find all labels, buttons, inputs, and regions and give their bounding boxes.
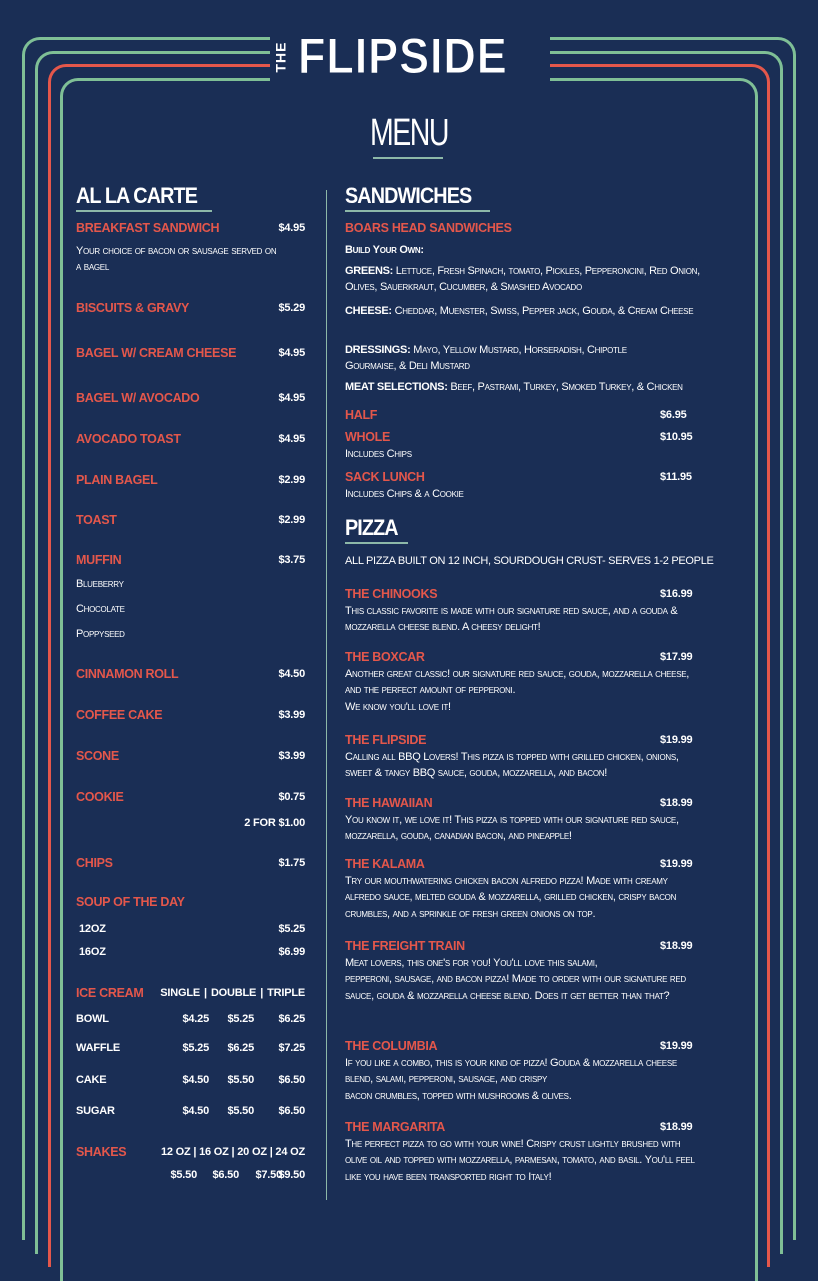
pizza-name: THE FLIPSIDE bbox=[345, 733, 427, 747]
shakes-name: SHAKES bbox=[76, 1145, 127, 1159]
ice-cream-price: $5.25 bbox=[182, 1042, 209, 1054]
soup-price: $6.99 bbox=[278, 946, 305, 958]
sandwich-option bbox=[345, 304, 693, 318]
option-values-cont: Gourmaise, & Deli Mustard bbox=[345, 360, 470, 372]
ice-cream-column: TRIPLE bbox=[267, 987, 305, 999]
menu-item-name: COFFEE CAKE bbox=[76, 708, 163, 722]
pizza-name: THE HAWAIIAN bbox=[345, 796, 433, 810]
pizza-price: $18.99 bbox=[660, 940, 693, 952]
column-divider bbox=[326, 190, 327, 1200]
sandwich-size-note: Includes Chips & a Cookie bbox=[345, 488, 464, 500]
menu-item-name: BAGEL W/ CREAM CHEESE bbox=[76, 346, 237, 360]
menu-item-name: CINNAMON ROLL bbox=[76, 667, 179, 681]
option-values: Mayo, Yellow Mustard, Horseradish, Chipotle bbox=[413, 344, 627, 356]
option-label: MEAT SELECTIONS: bbox=[345, 381, 448, 393]
pizza-name: THE BOXCAR bbox=[345, 650, 425, 664]
pizza-price: $19.99 bbox=[660, 1040, 693, 1052]
shake-price: $5.50 bbox=[170, 1169, 197, 1181]
soup-size: 12OZ bbox=[79, 923, 106, 935]
pizza-description: Try our mouthwatering chicken bacon alfredo pizza! Made with creamy bbox=[345, 875, 668, 887]
ice-cream-price: $4.25 bbox=[182, 1013, 209, 1025]
menu-item-name: BISCUITS & GRAVY bbox=[76, 301, 190, 315]
logo-the: THE bbox=[272, 41, 289, 73]
menu-item-name: CHIPS bbox=[76, 856, 113, 870]
ala-carte-underline bbox=[76, 210, 212, 212]
option-label: CHEESE: bbox=[345, 305, 392, 317]
ice-cream-price: $6.25 bbox=[278, 1013, 305, 1025]
pizza-intro: ALL PIZZA BUILT ON 12 INCH, SOURDOUGH CRUST- SERVES 1-2 PEOPLE bbox=[345, 555, 714, 567]
sandwich-size-name: SACK LUNCH bbox=[345, 470, 425, 484]
menu-item-name: BAGEL W/ AVOCADO bbox=[76, 391, 200, 405]
sandwich-option bbox=[345, 343, 627, 357]
sandwich-size-name: HALF bbox=[345, 408, 378, 422]
ice-cream-price: $4.50 bbox=[182, 1105, 209, 1117]
ice-cream-column: | bbox=[204, 987, 207, 999]
soup-price: $5.25 bbox=[278, 923, 305, 935]
ice-cream-price: $6.25 bbox=[227, 1042, 254, 1054]
pizza-name: THE COLUMBIA bbox=[345, 1039, 438, 1053]
pizza-description: Meat lovers, this one's for you! You'll love this salami, bbox=[345, 957, 598, 969]
pizza-name: THE FREIGHT TRAIN bbox=[345, 939, 465, 953]
ice-cream-column: | bbox=[260, 987, 264, 999]
menu-item-note: Your choice of bacon or sausage served on bbox=[76, 245, 277, 257]
menu-item-price: $0.75 bbox=[278, 791, 305, 803]
menu-item-note: Chocolate bbox=[76, 603, 125, 615]
logo-flipside: FLIPSIDE bbox=[298, 28, 508, 84]
sandwich-size-price: $11.95 bbox=[660, 471, 692, 483]
menu-item-price: $2.99 bbox=[278, 514, 305, 526]
ice-cream-price: $7.25 bbox=[278, 1042, 305, 1054]
pizza-description: sauce, gouda & mozzarella cheese blend. Does it get better than that? bbox=[345, 989, 670, 1002]
pizza-description: We know you'll love it! bbox=[345, 700, 451, 713]
soup-size: 16OZ bbox=[79, 946, 106, 958]
pizza-description: If you like a combo, this is your kind of pizza! Gouda & mozzarella cheese bbox=[345, 1057, 677, 1069]
menu-item-name: COOKIE bbox=[76, 790, 124, 804]
menu-item-name: TOAST bbox=[76, 513, 117, 527]
menu-item-price: $3.75 bbox=[278, 554, 305, 566]
pizza-price: $18.99 bbox=[660, 797, 693, 809]
ice-cream-row-name: WAFFLE bbox=[76, 1042, 121, 1054]
pizza-underline bbox=[345, 542, 408, 544]
pizza-description: Another great classic! our signature red sauce, gouda, mozzarella cheese, bbox=[345, 668, 690, 680]
menu-item-note: Poppyseed bbox=[76, 628, 125, 640]
sandwich-size-price: $6.95 bbox=[660, 409, 687, 421]
option-label: DRESSINGS: bbox=[345, 344, 411, 356]
option-label: GREENS: bbox=[345, 265, 394, 277]
ice-cream-column: SINGLE bbox=[160, 987, 201, 999]
ice-cream-row-name: CAKE bbox=[76, 1074, 107, 1086]
option-values: Cheddar, Muenster, Swiss, Pepper jack, Gouda, & Cream Cheese bbox=[394, 305, 694, 317]
menu-title: MENU bbox=[370, 112, 448, 154]
pizza-description: This classic favorite is made with our signature red sauce, and a gouda & bbox=[345, 605, 678, 617]
menu-item-price: $4.95 bbox=[278, 347, 305, 359]
pizza-description: alfredo sauce, melted gouda & mozzarella, grilled chicken, crispy bacon bbox=[345, 891, 677, 904]
pizza-name: THE MARGARITA bbox=[345, 1120, 446, 1134]
ice-cream-price: $5.25 bbox=[227, 1013, 254, 1025]
pizza-description: blend, salami, pepperoni, sausage, and crispy bbox=[345, 1073, 548, 1086]
shake-price: $6.50 bbox=[212, 1169, 239, 1181]
pizza-description: Calling all BBQ Lovers! This pizza is topped with grilled chicken, onions, bbox=[345, 751, 679, 763]
option-values: Beef, Pastrami, Turkey, Smoked Turkey, & Chicken bbox=[450, 381, 683, 393]
pizza-description: like you have been transported right to Italy! bbox=[345, 1170, 552, 1183]
sandwich-option bbox=[345, 264, 700, 278]
ice-cream-price: $6.50 bbox=[278, 1105, 305, 1117]
ice-cream-price: $5.50 bbox=[227, 1074, 254, 1086]
menu-item-note: a bagel bbox=[76, 261, 109, 273]
pizza-price: $17.99 bbox=[660, 651, 693, 663]
menu-item-name: PLAIN BAGEL bbox=[76, 473, 158, 487]
menu-item-name: SCONE bbox=[76, 749, 119, 763]
menu-item-note: Blueberry bbox=[76, 578, 124, 590]
shake-price: $9.50 bbox=[278, 1169, 305, 1181]
menu-item-price: $4.95 bbox=[278, 222, 305, 234]
menu-item-price: $3.99 bbox=[278, 750, 305, 762]
menu-item-price: $1.75 bbox=[278, 857, 305, 869]
menu-title-underline bbox=[373, 157, 443, 159]
ice-cream-price: $6.50 bbox=[278, 1074, 305, 1086]
ice-cream-name: ICE CREAM bbox=[76, 986, 144, 1000]
pizza-description: sweet & tangy BBQ sauce, gouda, mozzarella, and bacon! bbox=[345, 767, 608, 780]
shake-price: $7.50 bbox=[255, 1169, 282, 1181]
pizza-description: pepperoni, sausage, and bacon pizza! Made to order with our signature red bbox=[345, 973, 686, 986]
menu-item-price: $5.29 bbox=[278, 302, 305, 314]
menu-item-price: $3.99 bbox=[278, 709, 305, 721]
sandwich-size-price: $10.95 bbox=[660, 431, 693, 443]
ice-cream-price: $4.50 bbox=[182, 1074, 209, 1086]
ice-cream-price: $5.50 bbox=[227, 1105, 254, 1117]
sandwiches-underline bbox=[345, 210, 490, 212]
menu-item-price: $2.99 bbox=[278, 474, 305, 486]
pizza-description: olive oil and topped with mozzarella, parmesan, tomato, and basil. You'll feel bbox=[345, 1154, 695, 1167]
sandwich-size-note: Includes Chips bbox=[345, 448, 412, 460]
ice-cream-row-name: BOWL bbox=[76, 1013, 109, 1025]
ice-cream-columns bbox=[156, 986, 305, 1000]
pizza-price: $16.99 bbox=[660, 588, 693, 600]
ala-carte-heading: AL LA CARTE bbox=[76, 183, 198, 208]
sandwich-size-name: WHOLE bbox=[345, 430, 391, 444]
pizza-description: The perfect pizza to go with your wine! Crispy crust lightly brushed with bbox=[345, 1138, 681, 1150]
ice-cream-column: DOUBLE bbox=[210, 987, 257, 999]
menu-item-name: AVOCADO TOAST bbox=[76, 432, 181, 446]
pizza-name: THE KALAMA bbox=[345, 857, 425, 871]
pizza-heading: PIZZA bbox=[345, 515, 398, 540]
cookie-deal: 2 FOR $1.00 bbox=[244, 817, 305, 829]
shakes-sizes: 12 OZ | 16 OZ | 20 OZ | 24 OZ bbox=[160, 1146, 305, 1158]
pizza-description: crumbles, and a sprinkle of fresh green onions on top. bbox=[345, 907, 596, 920]
pizza-description: and the perfect amount of pepperoni. bbox=[345, 684, 516, 697]
sandwich-option bbox=[345, 380, 683, 394]
menu-item-name: MUFFIN bbox=[76, 553, 122, 567]
menu-item-price: $4.95 bbox=[278, 392, 305, 404]
pizza-description: bacon crumbles, topped with mushrooms & olives. bbox=[345, 1089, 572, 1102]
pizza-description: You know it, we love it! This pizza is topped with our signature red sauce, bbox=[345, 814, 679, 826]
option-values: Lettuce, Fresh Spinach, tomato, Pickles, Pepperoncini, Red Onion, bbox=[395, 265, 700, 277]
pizza-price: $19.99 bbox=[660, 858, 693, 870]
sandwiches-heading: SANDWICHES bbox=[345, 183, 472, 208]
pizza-price: $18.99 bbox=[660, 1121, 693, 1133]
option-values-cont: Olives, Sauerkraut, Cucumber, & Smashed Avocado bbox=[345, 281, 582, 293]
pizza-description: mozzarella cheese blend. A cheesy delight! bbox=[345, 621, 541, 634]
menu-item-price: $4.95 bbox=[278, 433, 305, 445]
pizza-price: $19.99 bbox=[660, 734, 693, 746]
ice-cream-row-name: SUGAR bbox=[76, 1105, 115, 1117]
menu-item-price: $4.50 bbox=[278, 668, 305, 680]
pizza-description: mozzarella, gouda, canadian bacon, and pineapple! bbox=[345, 830, 572, 843]
build-your-own: Build Your Own: bbox=[345, 244, 424, 256]
pizza-name: THE CHINOOKS bbox=[345, 587, 438, 601]
menu-item-name: BREAKFAST SANDWICH bbox=[76, 221, 220, 235]
soup-name: SOUP OF THE DAY bbox=[76, 895, 185, 909]
sandwich-subtitle: BOARS HEAD SANDWICHES bbox=[345, 221, 512, 235]
